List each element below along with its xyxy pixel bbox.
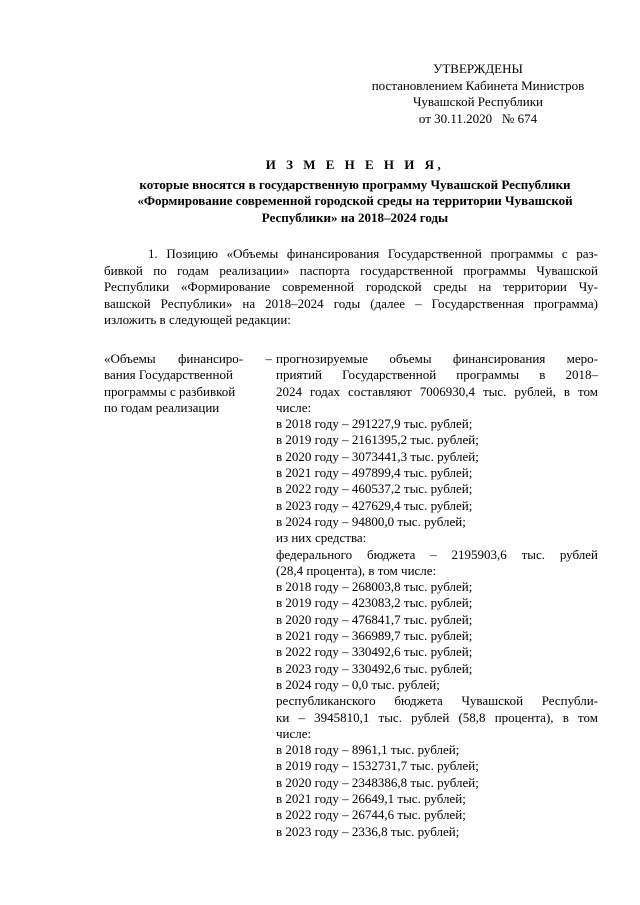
funding-line: в 2023 году – 2336,8 тыс. рублей; [276,823,460,839]
paragraph-line: бивкой по годам реализации» паспорта государственной программы Чувашской [104,262,598,278]
heading-line: Республики» на 2018–2024 годы [261,209,449,225]
left-cell-line: по годам реализации [104,400,220,416]
intro-paragraph [104,246,598,329]
table-left-column [104,351,272,417]
paragraph-line: вашской Республики» на 2018–2024 годы (далее – Государственная программа) [104,295,598,311]
funding-line: числе: [276,725,312,741]
heading-title: И З М Е Н Е Н И Я, [265,157,445,172]
heading-line: «Формирование современной городской среды на территории Чувашской [137,193,573,208]
funding-line: в 2018 году – 8961,1 тыс. рублей; [276,742,460,758]
funding-line: 2024 годах составляют 7006930,4 тыс. рублей, в том [276,383,598,399]
funding-line: республиканского бюджета Чувашской Республи- [276,693,598,709]
funding-line: числе: [276,399,312,415]
funding-line: в 2021 году – 497899,4 тыс. рублей; [276,465,473,481]
funding-line: федерального бюджета – 2195903,6 тыс. рублей [276,546,598,562]
approval-title: УТВЕРЖДЕНЫ [433,61,523,76]
heading-line: которые вносятся в государственную программу Чувашской Республики [139,176,571,192]
funding-line: (28,4 процента), в том числе: [276,562,437,578]
left-cell-line: «Объемы финансиро- – [104,351,272,366]
funding-line: в 2021 году – 26649,1 тыс. рублей; [276,791,466,807]
funding-line: в 2024 году – 0,0 тыс. рублей; [276,676,440,692]
funding-line: приятий Государственной программы в 2018– [276,367,598,383]
funding-line: в 2022 году – 330492,6 тыс. рублей; [276,644,473,660]
paragraph-line: изложить в следующей редакции: [104,312,291,327]
paragraph-line: 1. Позицию «Объемы финансирования Государственной программы с раз- [148,246,598,261]
funding-line: в 2021 году – 366989,7 тыс. рублей; [276,628,473,644]
funding-line: в 2020 году – 3073441,3 тыс. рублей; [276,448,479,464]
funding-line: в 2020 году – 476841,7 тыс. рублей; [276,611,473,627]
left-cell-line: вания Государственной [104,367,233,383]
funding-line: в 2024 году – 94800,0 тыс. рублей; [276,513,466,529]
funding-line: в 2018 году – 268003,8 тыс. рублей; [276,579,473,595]
funding-line: из них средства: [276,530,367,546]
funding-line: в 2019 году – 1532731,7 тыс. рублей; [276,758,479,774]
funding-line: в 2022 году – 460537,2 тыс. рублей; [276,481,473,497]
funding-line: в 2019 году – 2161395,2 тыс. рублей; [276,432,479,448]
funding-line: в 2022 году – 26744,6 тыс. рублей; [276,807,466,823]
funding-line: в 2019 году – 423083,2 тыс. рублей; [276,595,473,611]
table-right-column [276,351,598,840]
funding-line: ки – 3945810,1 тыс. рублей (58,8 процента), в том [276,709,598,725]
funding-line: в 2018 году – 291227,9 тыс. рублей; [276,416,473,432]
approval-date-number: от 30.11.2020 № 674 [418,110,538,126]
funding-line: в 2023 году – 330492,6 тыс. рублей; [276,660,473,676]
funding-line: прогнозируемые объемы финансирования меро- [276,351,598,366]
approval-region: Чувашской Республики [412,94,544,109]
document-heading [95,157,615,226]
funding-line: в 2020 году – 2348386,8 тыс. рублей; [276,774,479,790]
paragraph-line: Республики «Формирование современной городской среды на территории Чу- [104,279,598,294]
funding-line: в 2023 году – 427629,4 тыс. рублей; [276,497,473,513]
left-cell-line: программы с разбивкой [104,383,236,399]
approval-stamp [358,61,598,127]
approval-issuer: постановлением Кабинета Министров [371,77,585,93]
